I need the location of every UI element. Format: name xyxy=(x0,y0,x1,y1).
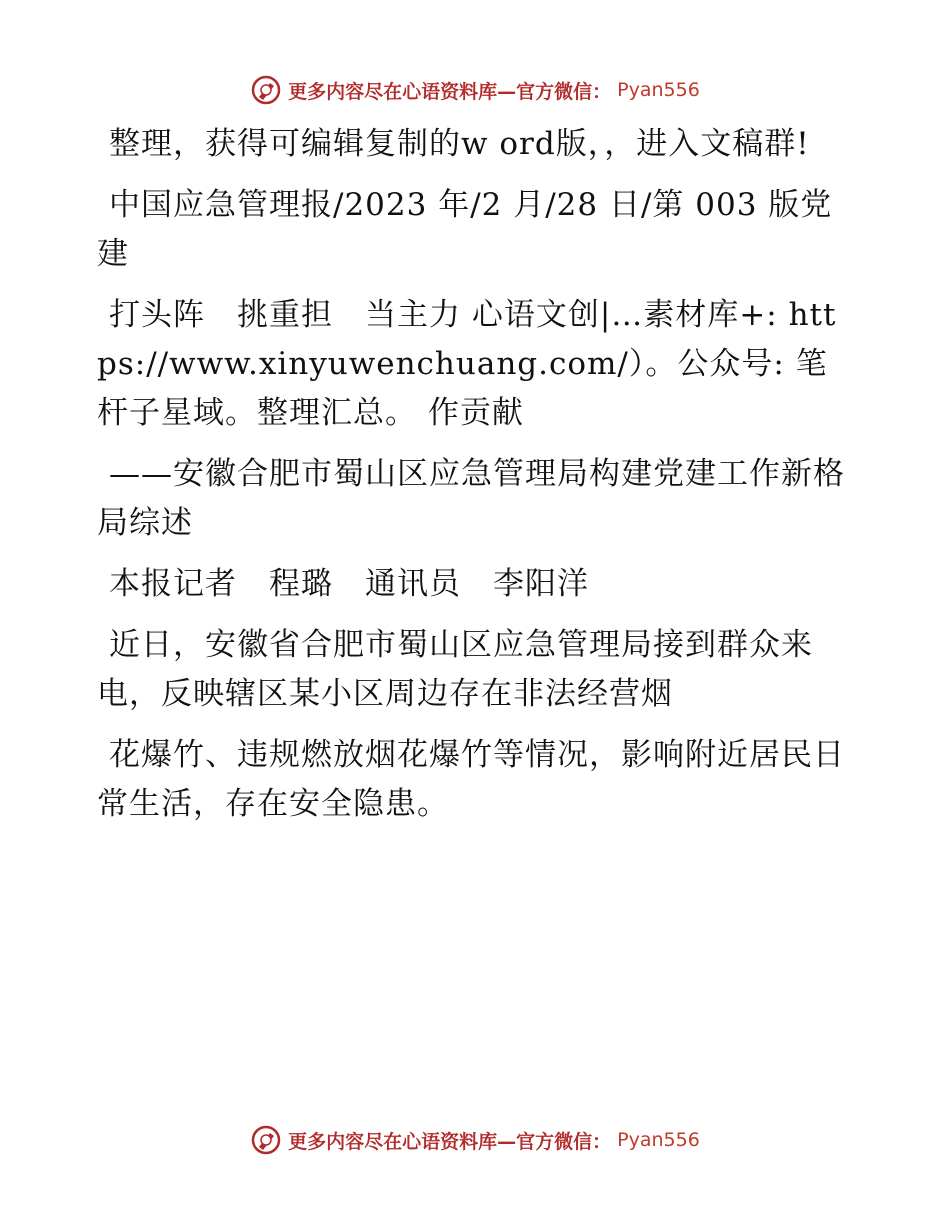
banner-text: 更多内容尽在心语资料库—官方微信： xyxy=(288,1130,612,1153)
footer-banner xyxy=(0,1120,950,1160)
paragraph-4: ——安徽合肥市蜀山区应急管理局构建党建工作新格局综述 xyxy=(97,456,845,541)
paragraph-1: 整理，获得可编辑复制的w ord版，，进入文稿群! xyxy=(109,126,810,162)
paragraph-7: 花爆竹、违规燃放烟花爆竹等情况，影响附近居民日常生活，存在安全隐患。 xyxy=(97,737,845,822)
banner-text: 更多内容尽在心语资料库—官方微信： xyxy=(288,80,612,103)
banner-contact: Pyan556 xyxy=(617,1129,700,1151)
header-banner xyxy=(0,70,950,110)
document-body xyxy=(97,120,857,841)
pen-logo-icon xyxy=(250,1124,282,1156)
banner-contact: Pyan556 xyxy=(617,79,700,101)
pen-logo-icon xyxy=(250,74,282,106)
paragraph-3: 打头阵 挑重担 当主力 心语文创|…素材库+: https://www.xinyuwenchuang.com/）。公众号: 笔杆子星域。整理汇总。 作贡献 xyxy=(97,297,837,431)
paragraph-5: 本报记者 程璐 通讯员 李阳洋 xyxy=(109,566,589,602)
paragraph-2: 中国应急管理报/2023 年/2 月/28 日/第 003 版党建 xyxy=(97,187,833,272)
paragraph-6: 近日，安徽省合肥市蜀山区应急管理局接到群众来电，反映辖区某小区周边存在非法经营烟 xyxy=(97,627,813,712)
